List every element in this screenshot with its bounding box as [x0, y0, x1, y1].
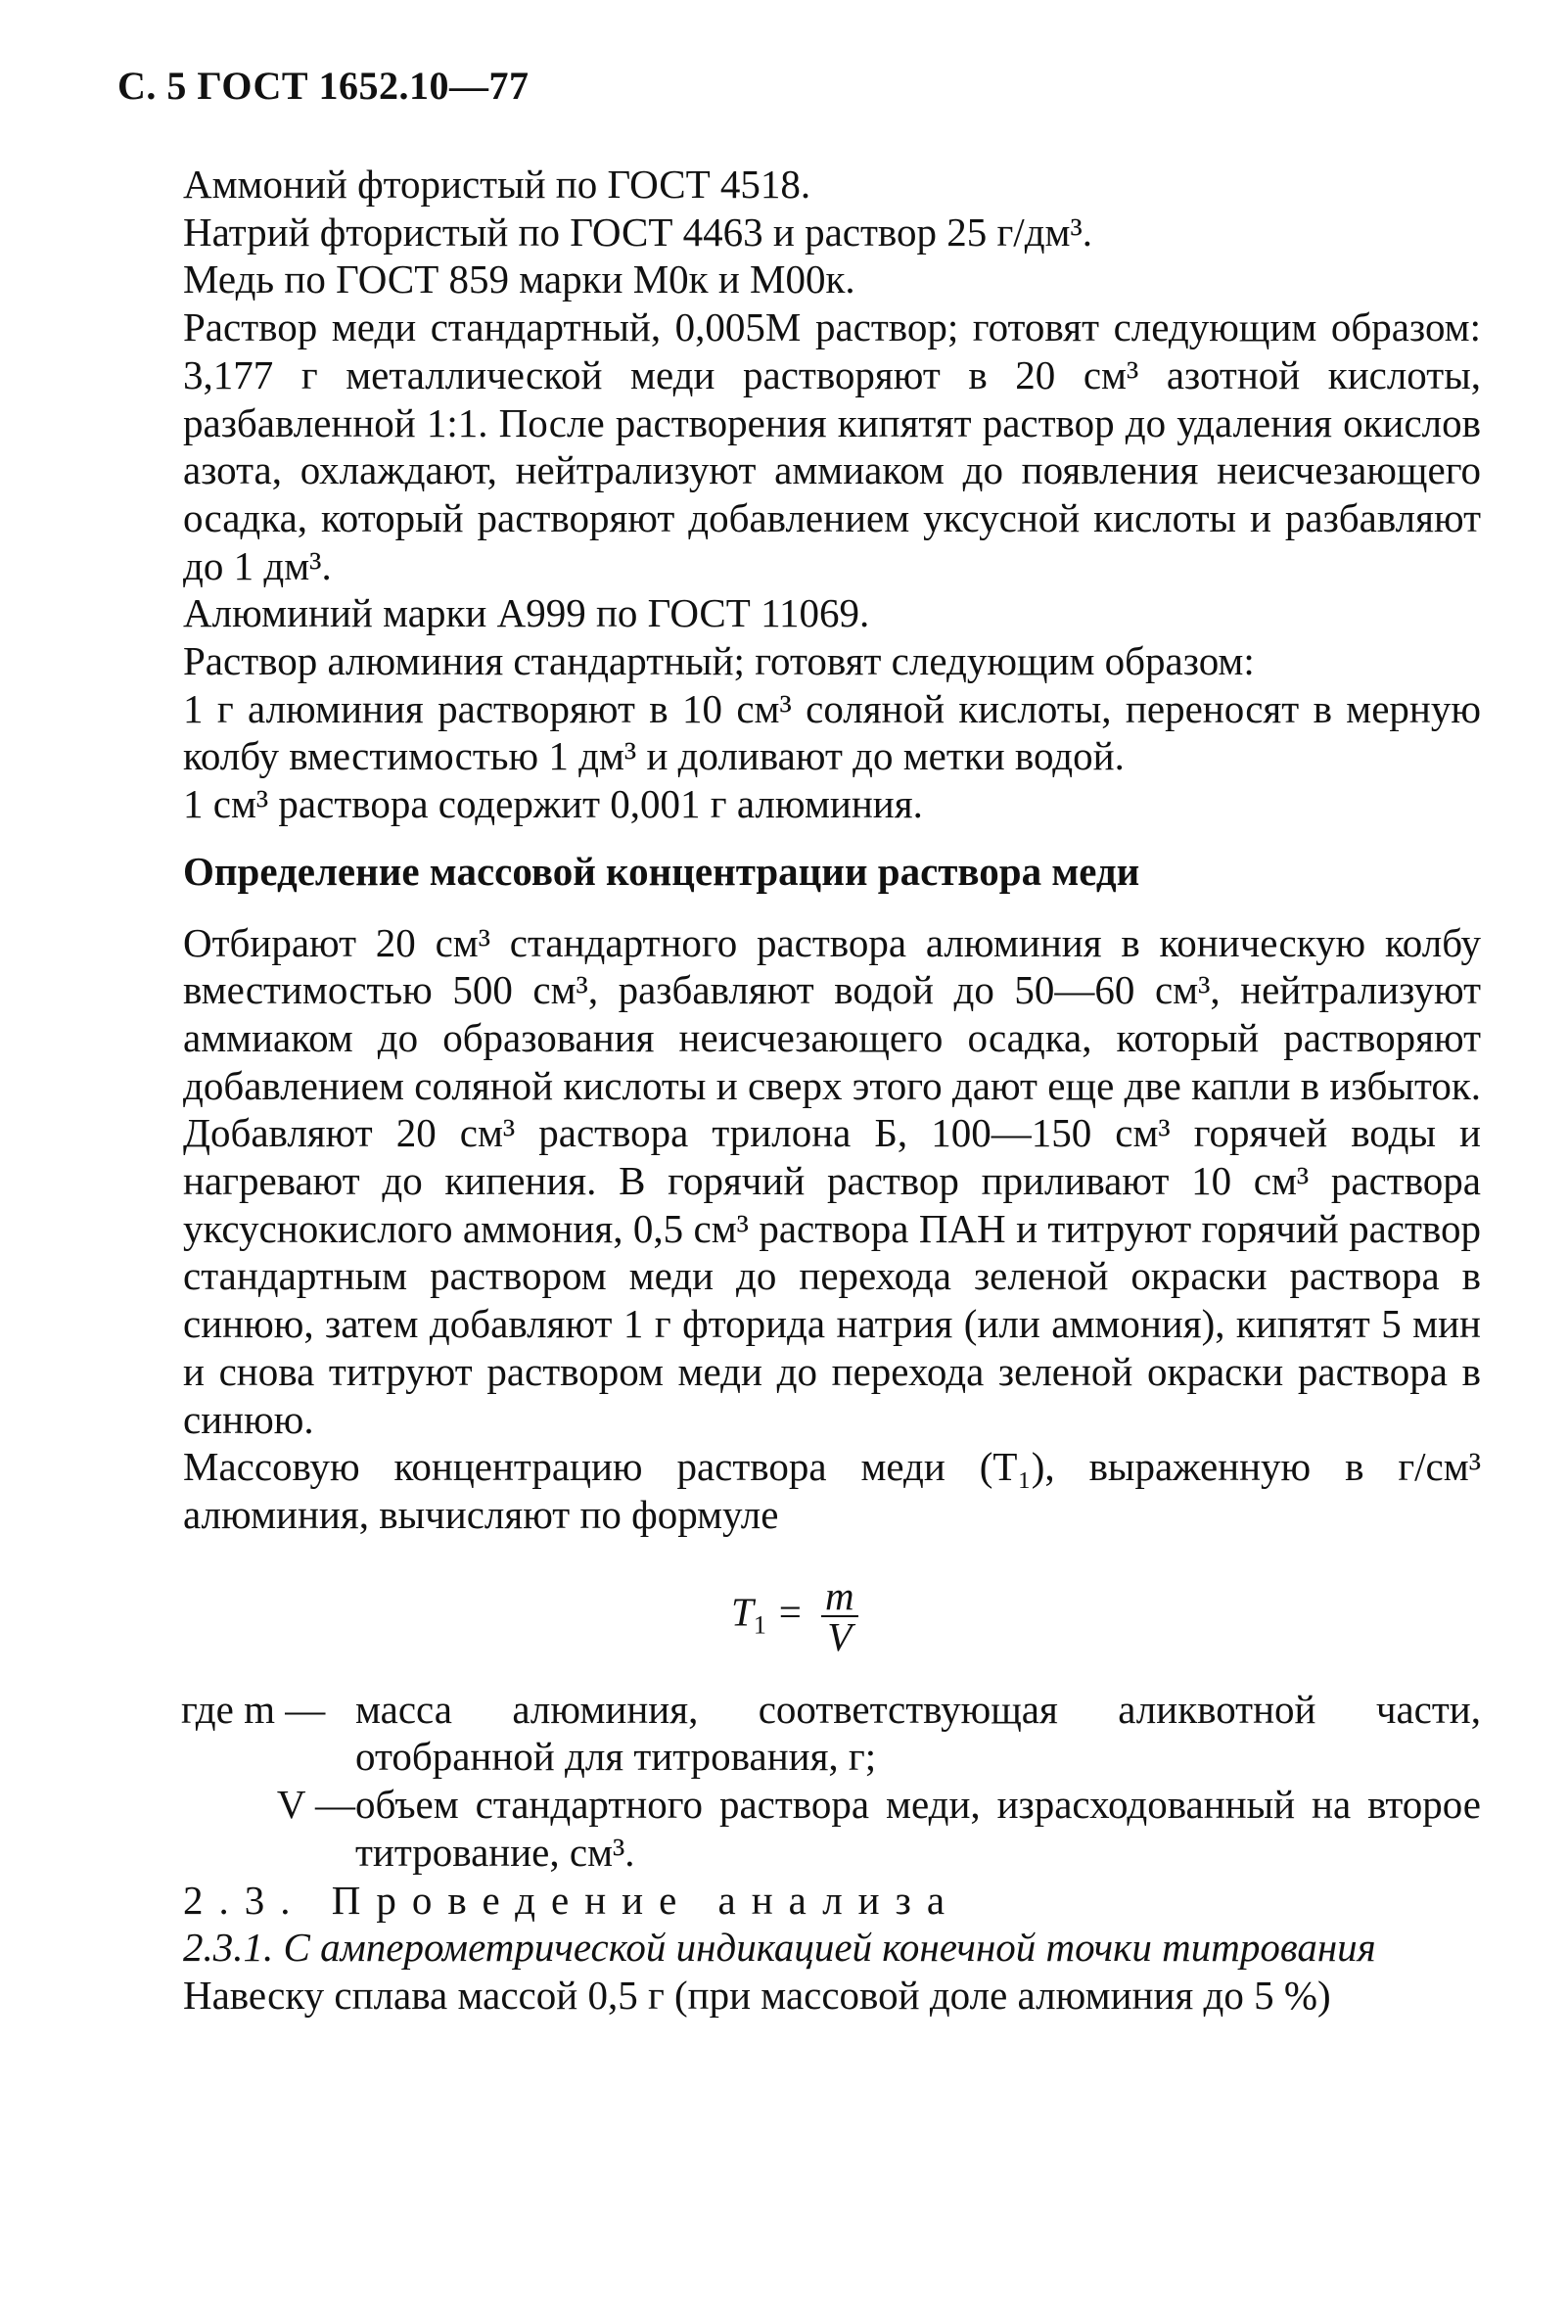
section-2-3-heading — [183, 1877, 1481, 1925]
where-lead-v: V — — [276, 1782, 355, 1828]
formula-denominator: V — [827, 1613, 853, 1659]
formula — [731, 1572, 858, 1659]
where-text-m: масса алюминия, соответствующая аликвотной части, отобранной для титрования, г; — [355, 1686, 1481, 1780]
formula-lhs-subscript: 1 — [753, 1610, 766, 1640]
where-list — [183, 1686, 1481, 1877]
page-header: С. 5 ГОСТ 1652.10—77 — [117, 64, 530, 108]
line-sodium: Натрий фтористый по ГОСТ 4463 и раствор 25 г/дм³. — [183, 209, 1093, 255]
line-aluminium-standard: Раствор алюминия стандартный; готовят следующим образом: — [183, 638, 1255, 684]
paragraph-copper-standard — [183, 303, 1481, 589]
where-text-v: объем стандартного раствора меди, израсходованный на второе титрование, см³. — [355, 1782, 1481, 1875]
formula-numerator: m — [821, 1576, 858, 1617]
line-copper: Медь по ГОСТ 859 марки М0к и М00к. — [183, 256, 855, 302]
line-aluminium-content: 1 см³ раствора содержит 0,001 г алюминия. — [183, 781, 923, 827]
formula-lhs: T — [731, 1589, 754, 1635]
line-aluminium: Алюминий марки А999 по ГОСТ 11069. — [183, 590, 870, 636]
formula-block — [183, 1539, 1481, 1686]
section-2-3-1-text: 2.3.1. С амперометрической индикацией конечной точки титрования — [183, 1925, 1376, 1971]
last-line: Навеску сплава массой 0,5 г (при массовой доле алюминия до 5 %) — [183, 1972, 1331, 2018]
paragraph-mass-concentration: Массовую концентрацию раствора меди (T₁), выраженную в г/см³ алюминия, вычисляют по формуле — [183, 1444, 1481, 1537]
section-2-3-text: 2.3. Проведение анализа — [183, 1877, 961, 1923]
where-item-m — [181, 1686, 1481, 1781]
formula-equals: = — [776, 1589, 804, 1635]
section-2-3-1-heading — [183, 1924, 1481, 1972]
page-content — [183, 161, 1481, 2020]
paragraph-copper-standard-text: Раствор меди стандартный, 0,005М раствор; готовят следующим образом: 3,177 г металлической меди растворяют в 20 см³ азотной кислоты, разбавленной 1:1. После растворения кипятят раствор до удаления окислов азота, охлаждают, нейтрализуют аммиаком до появления неисчезающего осадка, который растворяют добавлением уксусной кислоты и разбавляют до 1 дм³. — [183, 304, 1481, 588]
where-item-v — [181, 1781, 1481, 1876]
paragraph-procedure: Отбирают 20 см³ стандартного раствора алюминия в коническую колбу вместимостью 500 см³, разбавляют водой до 50—60 см³, нейтрализуют аммиаком до образования неисчезающего осадка, который растворяют добавлением соляной кислоты и сверх этого дают еще две капли в избыток. Добавляют 20 см³ раствора трилона Б, 100—150 см³ горячей воды и нагревают до кипения. В горячий раствор приливают 10 см³ раствора уксуснокислого аммония, 0,5 см³ раствора ПАН и титруют горячий раствор стандартным раствором меди до перехода зеленой окраски раствора в синюю, затем добавляют 1 г фторида натрия (или аммония), кипятят 5 мин и снова титруют раствором меди до перехода зеленой окраски раствора в синюю. — [183, 919, 1481, 1442]
where-lead-m: где m — — [181, 1686, 326, 1732]
formula-fraction — [821, 1572, 858, 1659]
section-heading: Определение массовой концентрации раствора меди — [183, 848, 1140, 894]
paragraph-aluminium-prep: 1 г алюминия растворяют в 10 см³ соляной кислоты, переносят в мерную колбу вместимостью 1 дм³ и доливают до метки водой. — [183, 685, 1481, 779]
line-ammonium: Аммоний фтористый по ГОСТ 4518. — [183, 162, 811, 207]
